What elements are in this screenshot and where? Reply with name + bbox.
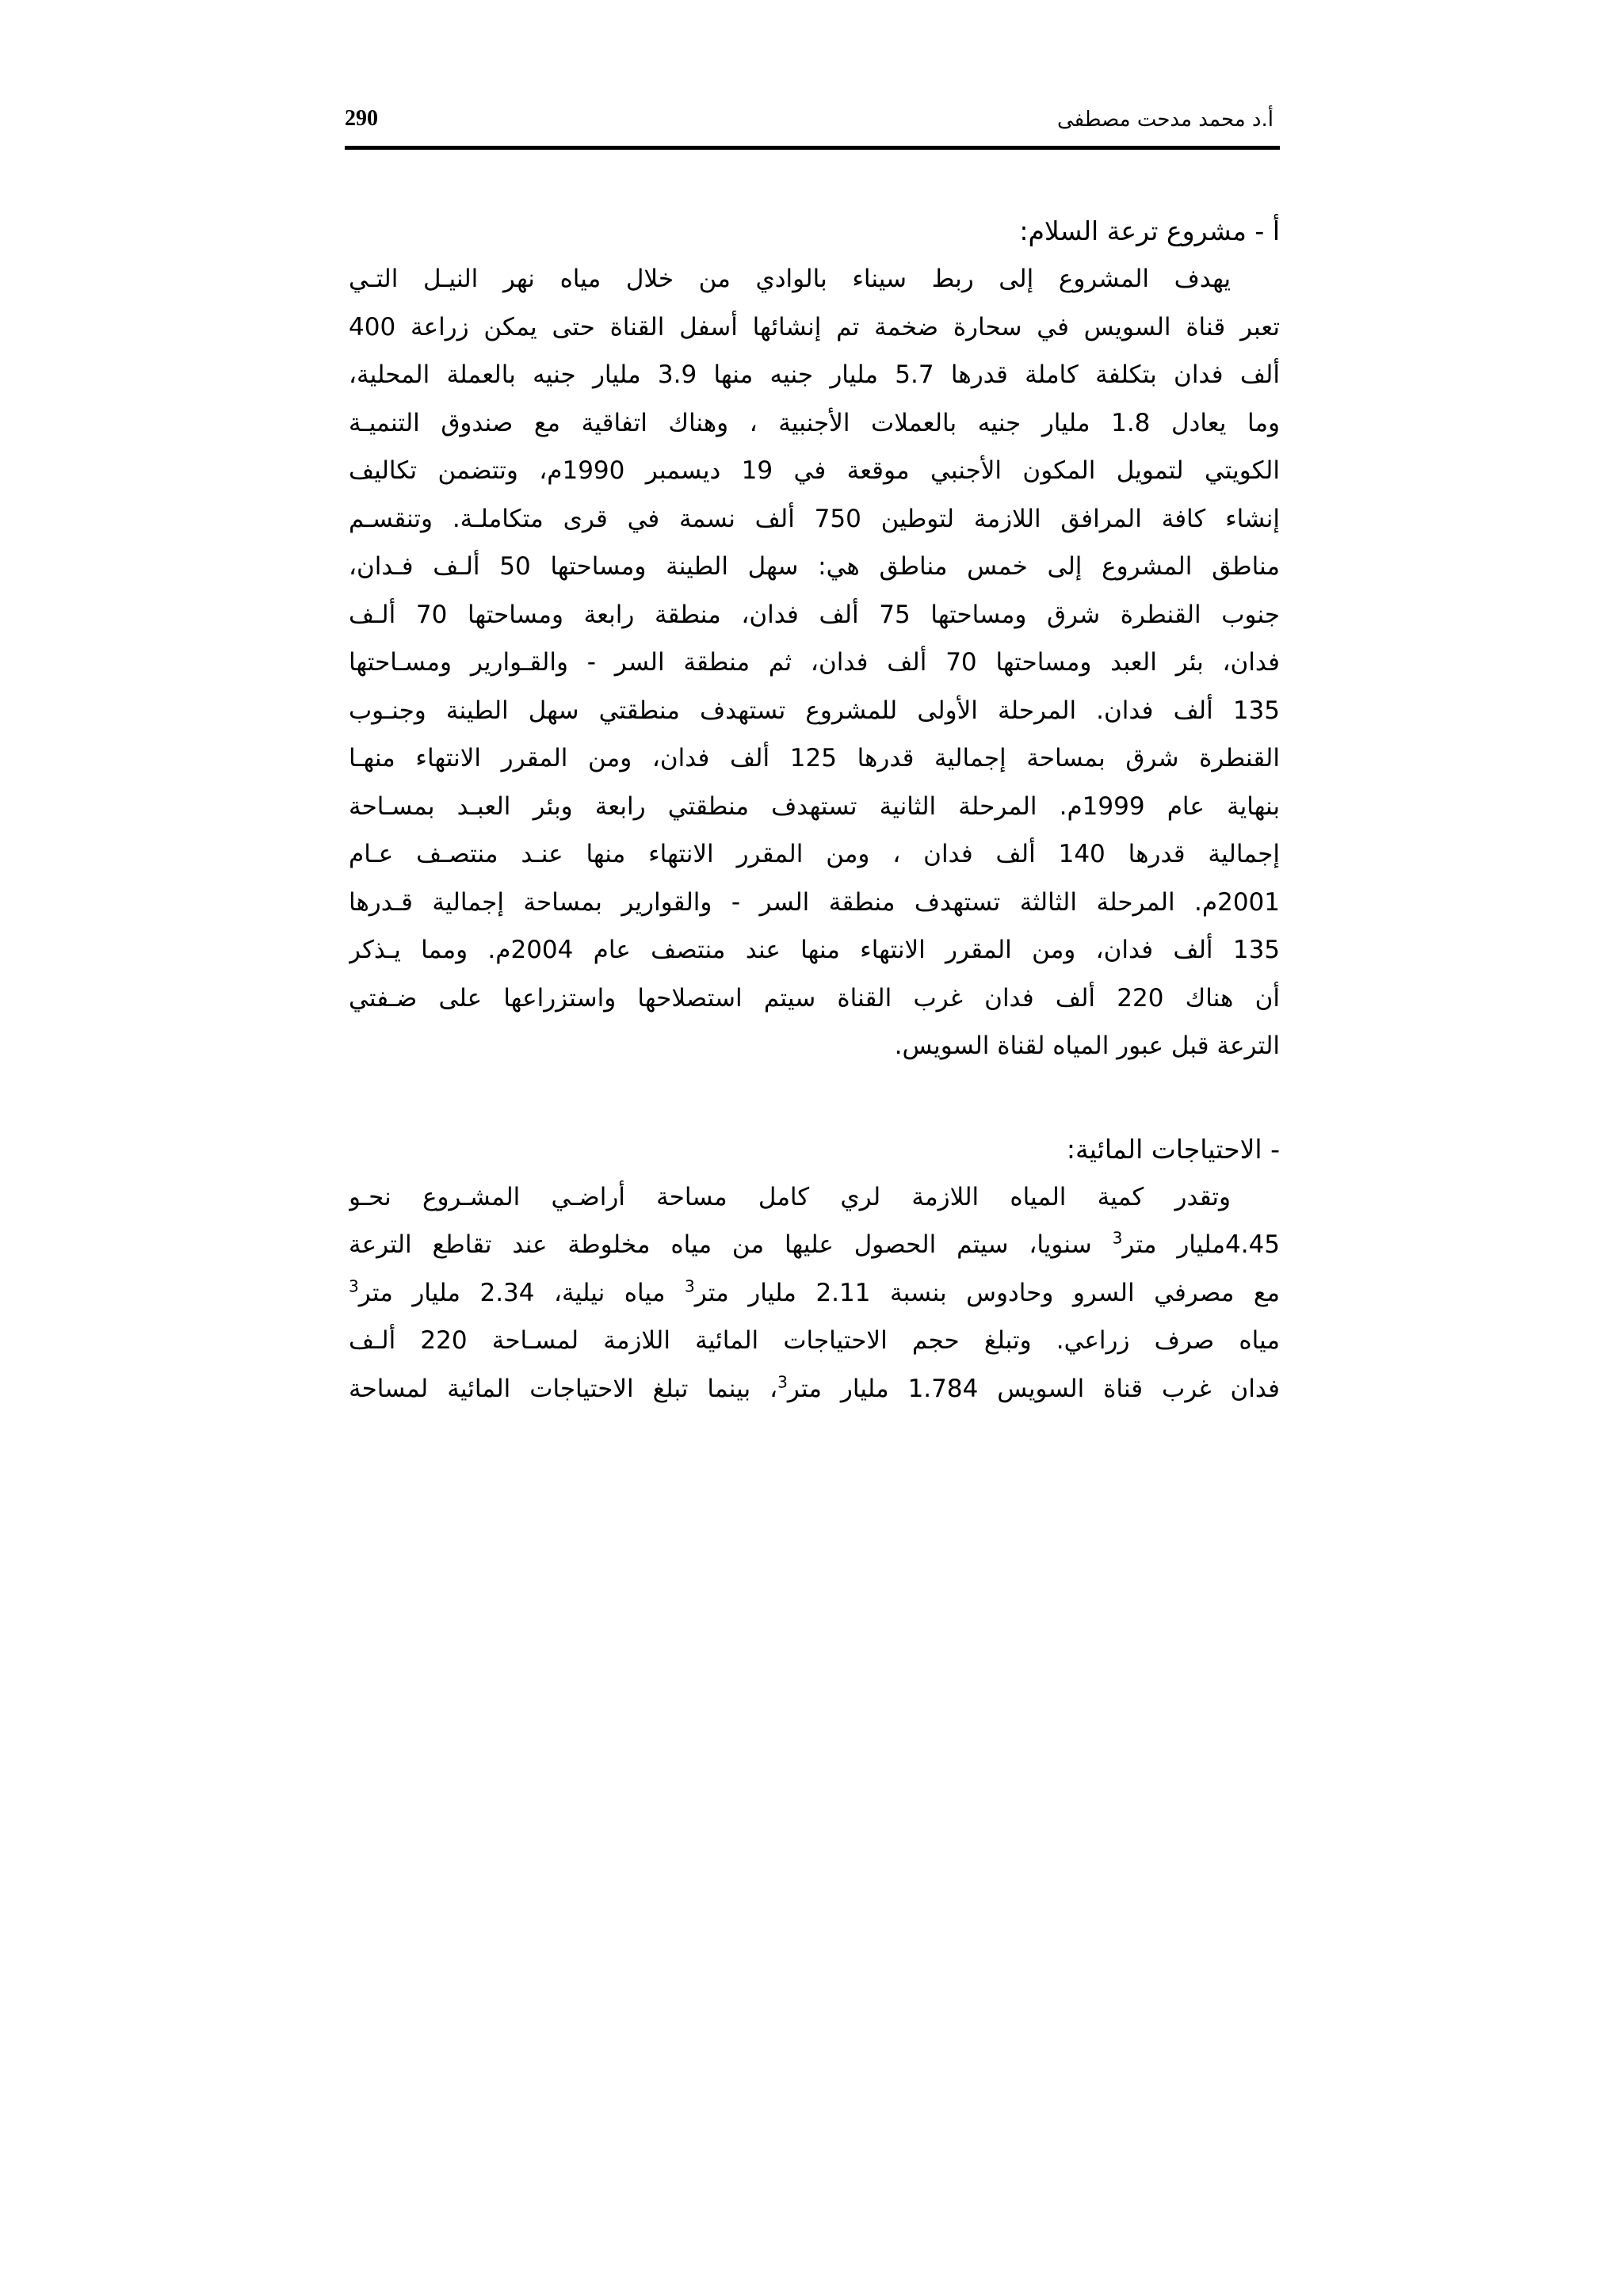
text-line: بنهاية عام 1999م. المرحلة الثانية تستهدف منطقتي رابعة وبئر العبـد بمسـاحة [349, 791, 1280, 821]
text-line: تعبر قناة السويس في سحارة ضخمة تم إنشائها أسفل القناة حتى يمكن زراعة 400 [349, 312, 1280, 341]
text-line: فدان، بئر العبد ومساحتها 70 ألف فدان، ثم منطقة السر - والقـوارير ومسـاحتها [349, 648, 1280, 677]
text-line: الترعة قبل عبور المياه لقناة السويس. [894, 1032, 1280, 1060]
text-line: 135 ألف فدان. المرحلة الأولى للمشروع تستهدف منطقتي سهل الطينة وجنـوب [349, 696, 1280, 725]
running-head-author: أ.د محمد مدحت مصطفى [1056, 108, 1274, 132]
text-line: أن هناك 220 ألف فدان غرب القناة سيتم استصلاحها واستزراعها على ضـفتي [349, 983, 1280, 1013]
text-segment: مع مصرفي السرو وحادوس بنسبة 2.11 مليار متر [694, 1278, 1280, 1307]
text-line [349, 1365, 1280, 1413]
text-line: إجمالية قدرها 140 ألف فدان ، ومن المقرر الانتهاء منها عنـد منتصـف عـام [349, 840, 1280, 868]
section-gap [349, 1070, 1280, 1126]
paragraph-peace-canal [349, 255, 1280, 1070]
text-line: مياه صرف زراعي. وتبلغ حجم الاحتياجات المائية اللازمة لمسـاحة 220 ألـف [349, 1326, 1280, 1355]
text-segment: مياه نيلية، 2.34 مليار متر [358, 1278, 685, 1307]
text-line: 2001م. المرحلة الثالثة تستهدف منطقة السر - والقوارير بمساحة إجمالية قـدرها [349, 887, 1280, 917]
header-rule [345, 146, 1280, 150]
text-line: القنطرة شرق بمساحة إجمالية قدرها 125 ألف فدان، ومن المقرر الانتهاء منهـا [349, 744, 1280, 772]
text-segment: فدان غرب قناة السويس 1.784 مليار متر [787, 1374, 1280, 1403]
section-heading-peace-canal: أ - مشروع ترعة السلام: [1019, 215, 1280, 246]
superscript-exponent: 3 [777, 1372, 788, 1392]
page-header [345, 101, 1280, 149]
text-segment: ، بينما تبلغ الاحتياجات المائية لمساحة [349, 1374, 778, 1403]
section-heading-water-needs: - الاحتياجات المائية: [1066, 1133, 1280, 1165]
superscript-exponent: 3 [349, 1276, 359, 1296]
text-line: إنشاء كافة المرافق اللازمة لتوطين 750 ألف نسمة في قرى متكاملـة. وتنقسـم [349, 504, 1280, 533]
paragraph-water-needs [349, 1173, 1280, 1413]
text-line: مناطق المشروع إلى خمس مناطق هي: سهل الطينة ومساحتها 50 ألـف فـدان، [349, 552, 1280, 581]
text-segment: سنويا، سيتم الحصول عليها من مياه مخلوطة عند تقاطع الترعة [349, 1230, 1113, 1259]
text-line [349, 1269, 1280, 1318]
text-line: جنوب القنطرة شرق ومساحتها 75 ألف فدان، منطقة رابعة ومساحتها 70 ألـف [349, 600, 1280, 629]
text-line: يهدف المشروع إلى ربط سيناء بالوادي من خلال مياه نهر النيـل التـي [349, 265, 1231, 293]
superscript-exponent: 3 [684, 1276, 695, 1296]
text-line [349, 1221, 1280, 1269]
text-segment: 4.45مليار متر [1122, 1230, 1280, 1259]
text-line: وما يعادل 1.8 مليار جنيه بالعملات الأجنبية ، وهناك اتفاقية مع صندوق التنميـة [349, 408, 1280, 437]
text-line: وتقدر كمية المياه اللازمة لري كامل مساحة أراضـي المشـروع نحـو [349, 1182, 1231, 1211]
text-line: 135 ألف فدان، ومن المقرر الانتهاء منها عند منتصف عام 2004م. ومما يـذكر [349, 936, 1280, 964]
text-line: ألف فدان بتكلفة كاملة قدرها 5.7 مليار جنيه منها 3.9 مليار جنيه بالعملة المحلية، [349, 360, 1280, 389]
page-number: 290 [345, 106, 378, 131]
text-line: الكويتي لتمويل المكون الأجنبي موقعة في 19 ديسمبر 1990م، وتتضمن تكاليف [349, 456, 1280, 485]
body-text [349, 208, 1280, 1413]
superscript-exponent: 3 [1112, 1228, 1123, 1248]
